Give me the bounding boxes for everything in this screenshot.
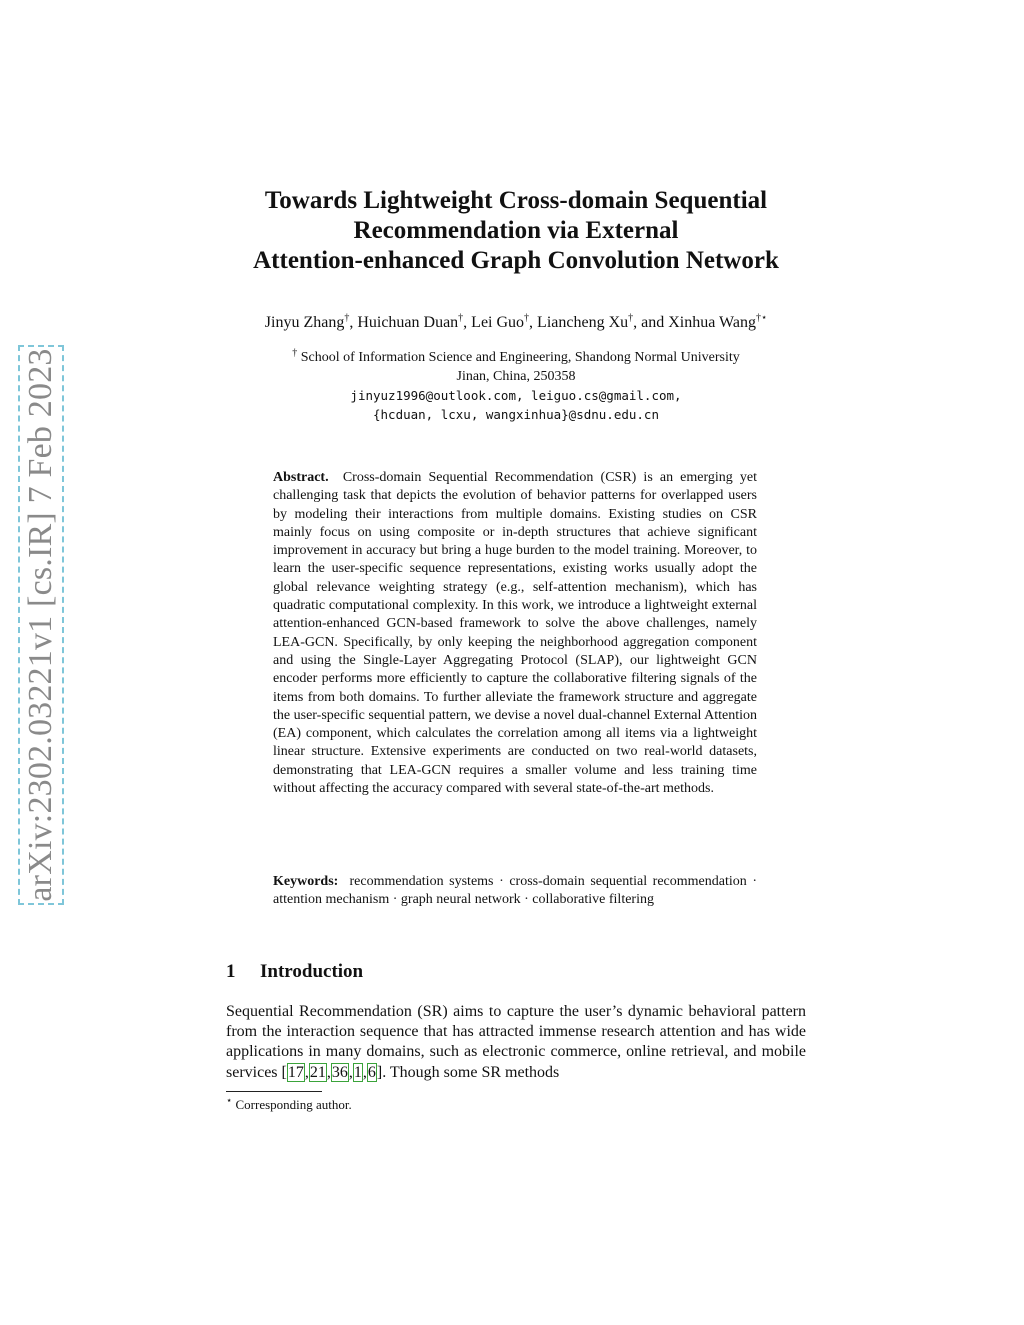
keywords-label: Keywords: — [273, 874, 339, 889]
abstract-text: Cross-domain Sequential Recommendation (CSR) is an emerging yet challenging task that depicts the evolution of behavior patterns for overlapped users by modeling their interactions from multiple domains. Existing studies on CSR mainly focus on using composite or in-depth structures that achieve significant improvement in accuracy but bring a huge burden to the model training. Moreover, to learn the user-specific sequence representations, existing works usually adopt the global relevance weighting strategy (e.g., self-attention mechanism), which has quadratic computational complexity. In this work, we introduce a lightweight external attention-enhanced GCN-based framework to solve the above challenges, namely LEA-GCN. Specifically, by only keeping the neighborhood aggregation component and using the Single-Layer Aggregating Protocol (SLAP), our lightweight GCN encoder performs more efficiently to capture the collaborative filtering signals of the items from both domains. To further alleviate the framework structure and aggregate the user-specific sequential pattern, we devise a novel dual-channel External Attention (EA) component, which calculates the correlation among all items via a lightweight linear structure. Extensive experiments are conducted on two real-world datasets, demonstrating that LEA-GCN requires a smaller volume and less training time without affecting the accuracy compared with several state-of-the-art methods. — [273, 470, 758, 797]
paper-title — [226, 186, 806, 276]
author-mark: †⋆ — [755, 312, 768, 324]
citation-link[interactable]: 1 — [353, 1063, 362, 1081]
author-mark: † — [458, 312, 464, 324]
citation-bracket: ] — [376, 1063, 383, 1081]
keywords — [273, 873, 757, 910]
arxiv-identifier-text: arXiv:2302.03221v1 [cs.IR] 7 Feb 2023 — [22, 348, 59, 902]
author-list — [226, 313, 806, 333]
author-name: Xinhua Wang — [668, 314, 756, 331]
citation-link[interactable]: 21 — [309, 1063, 326, 1081]
section-number: 1 — [226, 961, 236, 982]
affiliation-institution — [226, 348, 806, 367]
citation-link[interactable]: 36 — [331, 1063, 348, 1081]
footnote-divider — [226, 1091, 322, 1092]
abstract — [273, 469, 757, 798]
footnote-mark: ⋆ — [226, 1095, 233, 1107]
footnote — [226, 1096, 806, 1113]
title-line: Attention-enhanced Graph Convolution Network — [253, 247, 779, 274]
title-line: Towards Lightweight Cross-domain Sequential — [264, 187, 768, 214]
affiliation-emails: {hcduan, lcxu, wangxinhua}@sdnu.edu.cn — [373, 407, 659, 422]
affiliation-mark: † — [292, 347, 298, 359]
introduction-paragraph: Sequential Recommendation (SR) aims to capture the user’s dynamic behavioral pattern from the interaction sequence that has attracted immense research attention and has wide applications in many domains, such as electronic commerce, online retrieval, and mobile services [17,21,36,1,6]. Though some SR methods — [226, 1003, 806, 1081]
author-mark: † — [344, 312, 350, 324]
abstract-label: Abstract. — [273, 470, 329, 485]
affiliation-name: School of Information Science and Engineering, Shandong Normal University — [300, 350, 740, 365]
author-name: Huichuan Duan — [357, 314, 459, 331]
paragraph-text: Sequential Recommendation (SR) aims to capture the user’s dynamic behavioral pattern from the interaction sequence that has attracted immense research attention and has wide applications in many domains, such as electronic commerce, online retrieval, and mobile services — [226, 1003, 806, 1081]
footnote-text: Corresponding author. — [235, 1097, 352, 1112]
author-name: Liancheng Xu — [537, 314, 629, 331]
paragraph-text: . Though some SR methods — [382, 1063, 560, 1081]
author-separator: , — [349, 314, 358, 331]
author-mark: † — [524, 312, 530, 324]
affiliation-address: Jinan, China, 250358 — [456, 369, 576, 384]
author-separator: , — [529, 314, 538, 331]
author-separator: , and — [633, 314, 669, 331]
section-heading — [226, 960, 806, 984]
affiliation-emails: jinyuz1996@outlook.com, leiguo.cs@gmail.com, — [350, 388, 682, 403]
citation-link[interactable]: 17 — [287, 1063, 304, 1081]
keywords-text: recommendation systems · cross-domain sequential recommendation · attention mechanism · graph neural network · collaborative filtering — [273, 874, 757, 908]
author-name: Lei Guo — [471, 314, 525, 331]
author-name: Jinyu Zhang — [264, 314, 345, 331]
citation-link[interactable]: 6 — [367, 1063, 376, 1081]
title-line: Recommendation via External — [353, 217, 679, 244]
citation-bracket: [ — [281, 1063, 287, 1081]
author-mark: † — [628, 312, 634, 324]
author-separator: , — [463, 314, 472, 331]
affiliation-block — [226, 348, 806, 424]
section-title: Introduction — [260, 961, 364, 982]
arxiv-identifier-stamp — [18, 345, 64, 905]
